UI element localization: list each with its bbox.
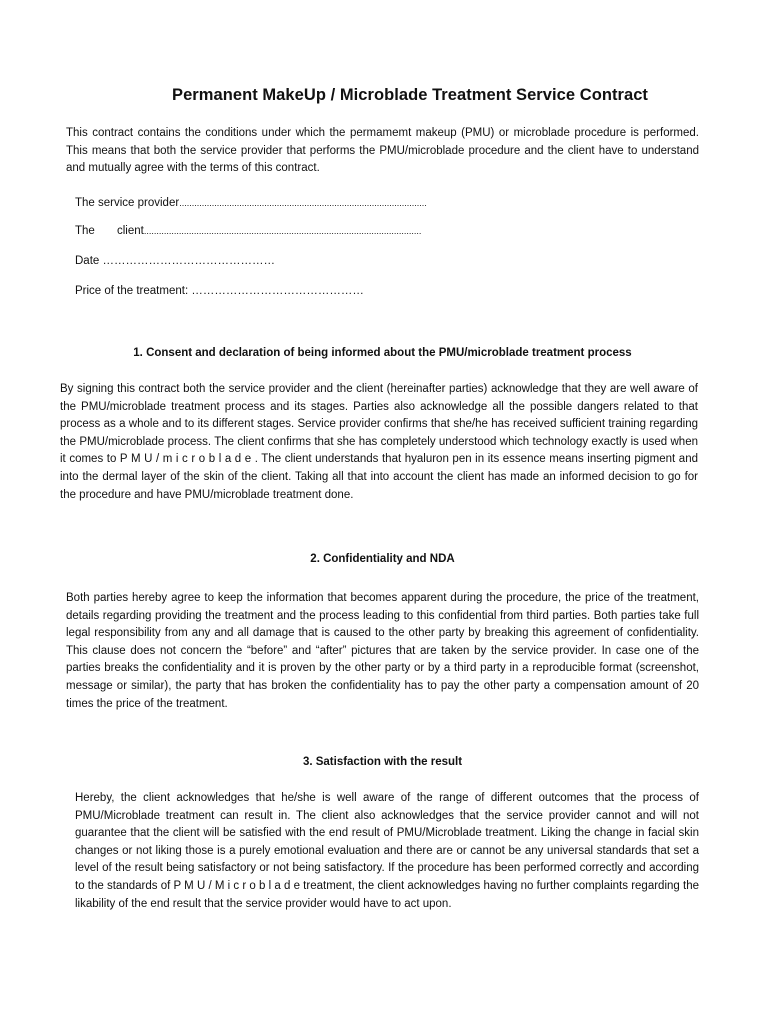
service-provider-label: The service provider xyxy=(75,197,180,209)
section-1-heading: 1. Consent and declaration of being informed about the PMU/microblade treatment process xyxy=(133,347,632,359)
price-blank: ……………………………………… xyxy=(191,285,364,297)
intro-paragraph: This contract contains the conditions under which the permamemt makeup (PMU) or microblade procedure is performed. This means that both the service provider that performs the PMU/microblade procedure and the client have to understand and mutually agree with the terms of this contract. xyxy=(66,127,699,175)
section-1-body: By signing this contract both the service provider and the client (hereinafter parties) acknowledge that they are well aware of the PMU/microblade treatment process and its stages. Parties also acknowledge all the possible dangers related to that process as a whole and to its different stages. Service provider confirms that she/he has received sufficient training regarding the PMU/microblade process. The client confirms that she has completely understood which technology exactly is used when it comes to P M U / m i c r o b l a d e . The client understands that hyaluron pen in its essence means inserting pigment and into the dermal layer of the skin of the client. Taking all that into account the client has made an informed decision to go for the procedure and have PMU/microblade treatment done. xyxy=(60,383,698,501)
section-3-heading: 3. Satisfaction with the result xyxy=(302,756,463,768)
date-blank: ……………………………………… xyxy=(102,255,275,267)
section-2-heading: 2. Confidentiality and NDA xyxy=(310,553,455,565)
section-2-body: Both parties hereby agree to keep the information that becomes apparent during the procedure, the price of the treatment, details regarding providing the treatment and the process leading to this confidential from third parties. Both parties take full legal responsibility from any and all damage that is caused to the other party by breaking this agreement of confidentiality. This clause does not concern the “before” and “after” pictures that are taken by the service provider. In case one of the parties breaks the confidentiality and it is proven by the other party or by a third party in a reproducible format (screenshot, message or similar), the party that has broken the confidentiality has to pay the other party a compensation amount of 20 times the price of the treatment. xyxy=(66,592,699,710)
service-provider-field xyxy=(75,197,427,209)
service-provider-blank: ................................................................................................... xyxy=(179,198,427,208)
client-label: client xyxy=(117,225,144,237)
client-label-the: The xyxy=(75,225,95,237)
client-blank: ............................................................................................................... xyxy=(143,226,422,236)
date-label: Date xyxy=(75,255,100,267)
date-field xyxy=(75,255,275,267)
section-3-body: Hereby, the client acknowledges that he/she is well aware of the range of different outcomes that the process of PMU/Microblade treatment can result in. The client also acknowledges that the service provider cannot and will not guarantee that the client will be satisfied with the end result of PMU/Microblade treatment. Liking the change in facial skin changes or not liking those is a purely emotional evaluation and there are or cannot be any universal standards that set a level of the result being satisfactory or not being satisfactory. If the procedure has been performed correctly and according to the standards of P M U / M i c r o b l a d e treatment, the client acknowledges having no further complaints regarding the likability of the end result that the service provider would have to act upon. xyxy=(75,792,699,910)
price-field xyxy=(75,285,364,297)
document-title: Permanent MakeUp / Microblade Treatment Service Contract xyxy=(172,86,648,104)
price-label: Price of the treatment: xyxy=(75,285,189,297)
client-field xyxy=(75,225,421,237)
